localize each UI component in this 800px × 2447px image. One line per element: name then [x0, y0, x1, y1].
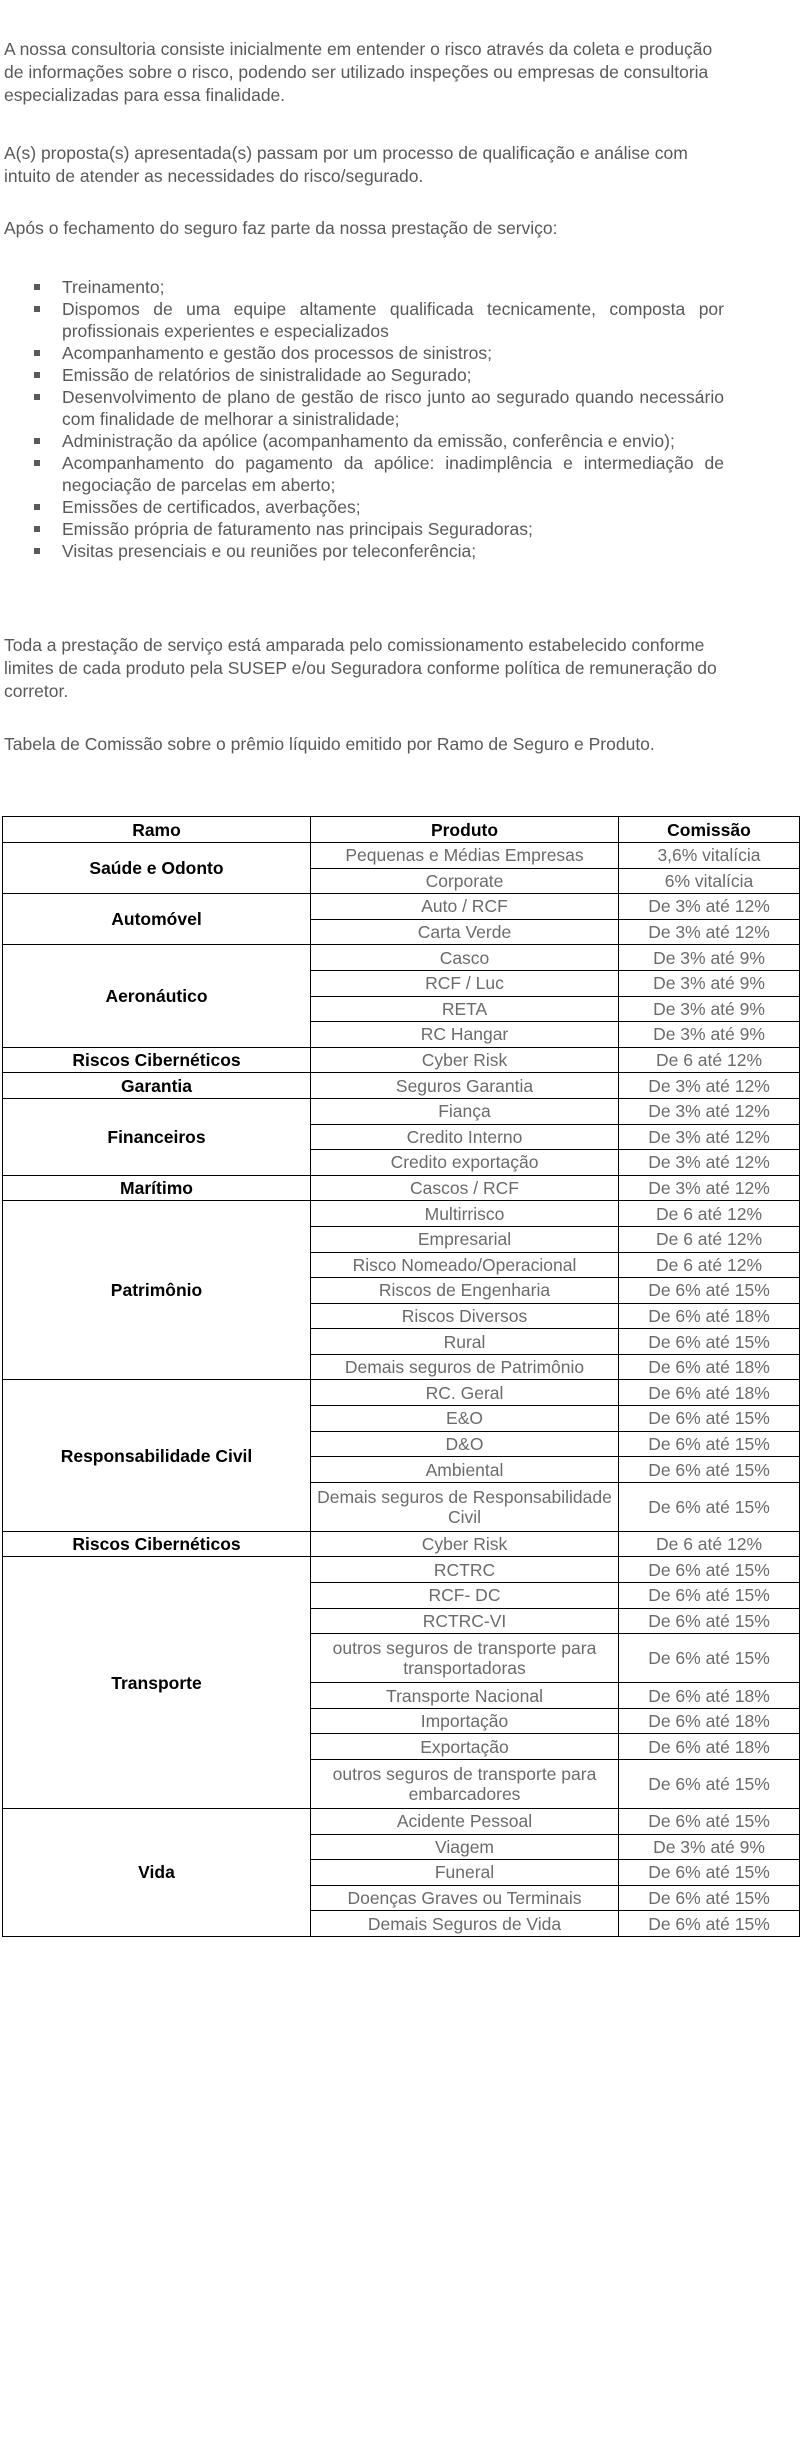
- service-item: Emissão de relatórios de sinistralidade ao Segurado;: [34, 364, 724, 386]
- comissao-cell: De 6% até 15%: [619, 1583, 800, 1609]
- comissao-cell: De 6% até 15%: [619, 1482, 800, 1531]
- produto-cell: Transporte Nacional: [311, 1683, 619, 1709]
- table-row: [3, 1380, 800, 1406]
- comissao-cell: De 6% até 15%: [619, 1911, 800, 1937]
- produto-cell: D&O: [311, 1431, 619, 1457]
- service-item: Acompanhamento do pagamento da apólice: inadimplência e intermediação de negociação de parcelas em aberto;: [34, 452, 724, 496]
- service-item: Desenvolvimento de plano de gestão de risco junto ao segurado quando necessário com finalidade de melhorar a sinistralidade;: [34, 386, 724, 430]
- produto-cell: Auto / RCF: [311, 894, 619, 920]
- commission-paragraph: Toda a prestação de serviço está amparada pelo comissionamento estabelecido conforme limites de cada produto pela SUSEP e/ou Seguradora conforme política de remuneração do corretor.: [4, 635, 717, 701]
- comissao-cell: De 3% até 12%: [619, 1073, 800, 1099]
- table-row: [3, 843, 800, 869]
- comissao-cell: De 6% até 15%: [619, 1557, 800, 1583]
- intro-paragraph: A nossa consultoria consiste inicialmente em entender o risco através da coleta e produção de informações sobre o risco, podendo ser utilizado inspeções ou empresas de consultoria especializadas para essa finalidade.: [4, 39, 713, 105]
- services-intro-paragraph: Após o fechamento do seguro faz parte da nossa prestação de serviço:: [4, 218, 558, 238]
- comissao-cell: De 3% até 12%: [619, 1175, 800, 1201]
- comissao-cell: 6% vitalícia: [619, 868, 800, 894]
- produto-cell: E&O: [311, 1406, 619, 1432]
- header-comissao: Comissão: [619, 817, 800, 843]
- produto-cell: Casco: [311, 945, 619, 971]
- ramo-cell: Automóvel: [3, 894, 311, 945]
- ramo-cell: Aeronáutico: [3, 945, 311, 1047]
- comissao-cell: De 3% até 12%: [619, 1098, 800, 1124]
- comissao-cell: De 3% até 9%: [619, 1022, 800, 1048]
- table-row: [3, 1047, 800, 1073]
- ramo-cell: Vida: [3, 1809, 311, 1937]
- comissao-cell: De 3% até 12%: [619, 1150, 800, 1176]
- comissao-cell: De 6% até 15%: [619, 1885, 800, 1911]
- comissao-cell: De 3% até 9%: [619, 970, 800, 996]
- ramo-cell: Riscos Cibernéticos: [3, 1531, 311, 1557]
- comissao-cell: De 6% até 18%: [619, 1354, 800, 1380]
- comissao-cell: De 3% até 9%: [619, 996, 800, 1022]
- produto-cell: Funeral: [311, 1860, 619, 1886]
- commission-table: [2, 816, 800, 1937]
- produto-cell: Cascos / RCF: [311, 1175, 619, 1201]
- produto-cell: Multirrisco: [311, 1201, 619, 1227]
- produto-cell: outros seguros de transporte para embarcadores: [311, 1760, 619, 1809]
- comissao-cell: De 3% até 9%: [619, 1834, 800, 1860]
- produto-cell: RETA: [311, 996, 619, 1022]
- produto-cell: RCF / Luc: [311, 970, 619, 996]
- comissao-cell: De 6% até 15%: [619, 1860, 800, 1886]
- service-item: Treinamento;: [34, 276, 724, 298]
- table-header-row: [3, 817, 800, 843]
- comissao-cell: De 6% até 15%: [619, 1329, 800, 1355]
- comissao-cell: De 6% até 18%: [619, 1734, 800, 1760]
- produto-cell: RC Hangar: [311, 1022, 619, 1048]
- table-body: [3, 843, 800, 1937]
- ramo-cell: Financeiros: [3, 1098, 311, 1175]
- comissao-cell: De 3% até 9%: [619, 945, 800, 971]
- produto-cell: Viagem: [311, 1834, 619, 1860]
- comissao-cell: 3,6% vitalícia: [619, 843, 800, 869]
- comissao-cell: De 6 até 12%: [619, 1201, 800, 1227]
- produto-cell: outros seguros de transporte para transportadoras: [311, 1634, 619, 1683]
- header-ramo: Ramo: [3, 817, 311, 843]
- comissao-cell: De 6% até 15%: [619, 1457, 800, 1483]
- produto-cell: Riscos Diversos: [311, 1303, 619, 1329]
- comissao-cell: De 6% até 18%: [619, 1380, 800, 1406]
- table-row: [3, 894, 800, 920]
- table-row: [3, 1175, 800, 1201]
- comissao-cell: De 6% até 15%: [619, 1634, 800, 1683]
- comissao-cell: De 6% até 15%: [619, 1760, 800, 1809]
- produto-cell: RCTRC-VI: [311, 1608, 619, 1634]
- ramo-cell: Patrimônio: [3, 1201, 311, 1380]
- produto-cell: Exportação: [311, 1734, 619, 1760]
- produto-cell: Risco Nomeado/Operacional: [311, 1252, 619, 1278]
- produto-cell: Acidente Pessoal: [311, 1809, 619, 1835]
- produto-cell: Corporate: [311, 868, 619, 894]
- produto-cell: Demais seguros de Responsabilidade Civil: [311, 1482, 619, 1531]
- ramo-cell: Garantia: [3, 1073, 311, 1099]
- comissao-cell: De 6% até 18%: [619, 1303, 800, 1329]
- header-produto: Produto: [311, 817, 619, 843]
- produto-cell: Demais Seguros de Vida: [311, 1911, 619, 1937]
- produto-cell: Credito Interno: [311, 1124, 619, 1150]
- table-row: [3, 1809, 800, 1835]
- comissao-cell: De 6% até 15%: [619, 1608, 800, 1634]
- produto-cell: RCTRC: [311, 1557, 619, 1583]
- produto-cell: Credito exportação: [311, 1150, 619, 1176]
- comissao-cell: De 6% até 15%: [619, 1278, 800, 1304]
- service-item: Emissões de certificados, averbações;: [34, 496, 724, 518]
- produto-cell: Demais seguros de Patrimônio: [311, 1354, 619, 1380]
- produto-cell: Seguros Garantia: [311, 1073, 619, 1099]
- table-row: [3, 945, 800, 971]
- comissao-cell: De 6 até 12%: [619, 1531, 800, 1557]
- ramo-cell: Responsabilidade Civil: [3, 1380, 311, 1531]
- comissao-cell: De 6 até 12%: [619, 1047, 800, 1073]
- comissao-cell: De 6 até 12%: [619, 1252, 800, 1278]
- table-caption: Tabela de Comissão sobre o prêmio líquido emitido por Ramo de Seguro e Produto.: [4, 734, 655, 754]
- ramo-cell: Transporte: [3, 1557, 311, 1809]
- services-list: [34, 276, 724, 562]
- comissao-cell: De 6% até 15%: [619, 1431, 800, 1457]
- ramo-cell: Marítimo: [3, 1175, 311, 1201]
- produto-cell: Ambiental: [311, 1457, 619, 1483]
- ramo-cell: Riscos Cibernéticos: [3, 1047, 311, 1073]
- ramo-cell: Saúde e Odonto: [3, 843, 311, 894]
- produto-cell: Empresarial: [311, 1226, 619, 1252]
- comissao-cell: De 6% até 18%: [619, 1683, 800, 1709]
- produto-cell: Doenças Graves ou Terminais: [311, 1885, 619, 1911]
- comissao-cell: De 3% até 12%: [619, 1124, 800, 1150]
- service-item: Emissão própria de faturamento nas principais Seguradoras;: [34, 518, 724, 540]
- produto-cell: Pequenas e Médias Empresas: [311, 843, 619, 869]
- table-row: [3, 1073, 800, 1099]
- service-item: Visitas presenciais e ou reuniões por teleconferência;: [34, 540, 724, 562]
- comissao-cell: De 6% até 15%: [619, 1809, 800, 1835]
- produto-cell: Cyber Risk: [311, 1047, 619, 1073]
- produto-cell: RCF- DC: [311, 1583, 619, 1609]
- service-item: Administração da apólice (acompanhamento da emissão, conferência e envio);: [34, 430, 724, 452]
- produto-cell: Fiança: [311, 1098, 619, 1124]
- produto-cell: Importação: [311, 1708, 619, 1734]
- produto-cell: Rural: [311, 1329, 619, 1355]
- service-item: Acompanhamento e gestão dos processos de sinistros;: [34, 342, 724, 364]
- proposal-paragraph: A(s) proposta(s) apresentada(s) passam por um processo de qualificação e análise com intuito de atender as necessidades do risco/segurado.: [4, 143, 688, 186]
- produto-cell: Cyber Risk: [311, 1531, 619, 1557]
- comissao-cell: De 6% até 18%: [619, 1708, 800, 1734]
- comissao-cell: De 6 até 12%: [619, 1226, 800, 1252]
- table-row: [3, 1531, 800, 1557]
- comissao-cell: De 3% até 12%: [619, 894, 800, 920]
- produto-cell: RC. Geral: [311, 1380, 619, 1406]
- table-row: [3, 1201, 800, 1227]
- service-item: Dispomos de uma equipe altamente qualificada tecnicamente, composta por profissionais experientes e especializados: [34, 298, 724, 342]
- comissao-cell: De 3% até 12%: [619, 919, 800, 945]
- produto-cell: Carta Verde: [311, 919, 619, 945]
- produto-cell: Riscos de Engenharia: [311, 1278, 619, 1304]
- table-row: [3, 1098, 800, 1124]
- comissao-cell: De 6% até 15%: [619, 1406, 800, 1432]
- table-row: [3, 1557, 800, 1583]
